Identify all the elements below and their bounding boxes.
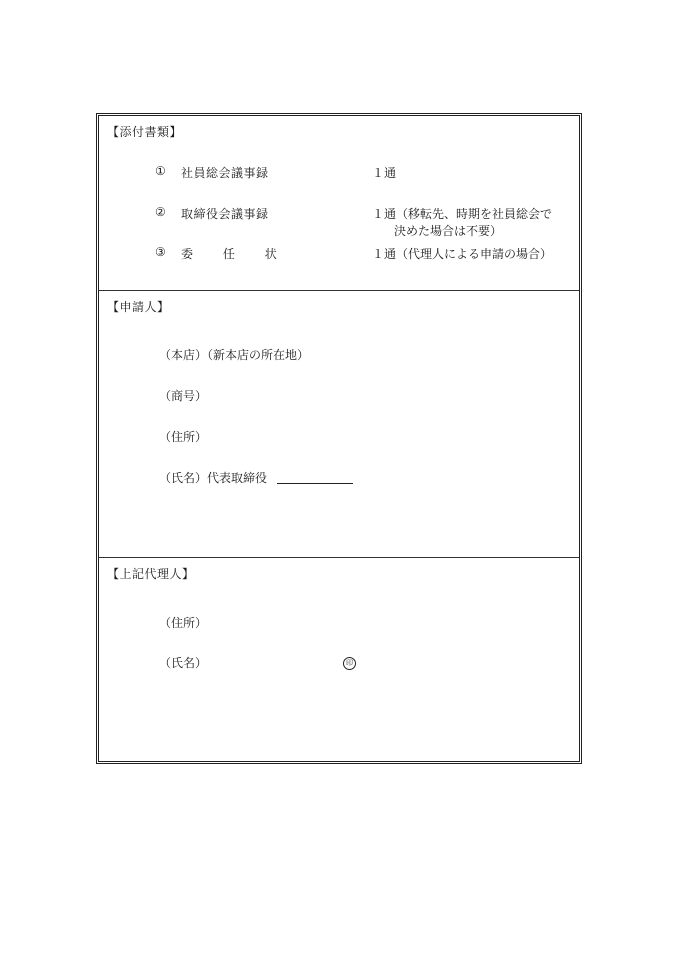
representative-title: 代表取締役 xyxy=(207,471,268,485)
item-note: 決めた場合は不要） xyxy=(394,224,503,238)
item-name-char: 委 xyxy=(181,247,194,261)
item-quantity: １通 xyxy=(372,166,397,180)
item-name: 社員総会議事録 xyxy=(181,166,269,180)
attachments-heading: 【添付書類】 xyxy=(107,125,183,139)
address-label: （住所） xyxy=(159,430,208,444)
seal-mark xyxy=(343,654,356,670)
head-office-label: （本店） xyxy=(159,348,208,362)
agent-name-label: （氏名） xyxy=(159,656,208,670)
item-number: ③ xyxy=(155,245,166,259)
form-frame xyxy=(96,113,582,764)
head-office-row xyxy=(159,346,309,363)
seal-icon: 印 xyxy=(343,657,356,670)
item-name-char: 状 xyxy=(264,247,277,261)
name-label: （氏名） xyxy=(159,471,208,485)
item-number: ① xyxy=(155,164,166,178)
item-quantity: １通（移転先、時期を社員総会で xyxy=(372,207,553,221)
item-name-spaced xyxy=(181,245,277,262)
item-name: 取締役会議事録 xyxy=(181,207,269,221)
agent-section xyxy=(99,558,579,761)
attachments-section xyxy=(99,116,579,291)
agent-address-label: （住所） xyxy=(159,616,208,630)
applicant-heading: 【申請人】 xyxy=(107,300,170,314)
item-name-char: 任 xyxy=(222,247,235,261)
name-row xyxy=(159,469,353,486)
item-quantity: １通（代理人による申請の場合） xyxy=(372,247,553,261)
trade-name-label: （商号） xyxy=(159,389,208,403)
applicant-section xyxy=(99,291,579,558)
signature-line xyxy=(277,471,353,484)
head-office-value: （新本店の所在地） xyxy=(207,348,310,362)
item-number: ② xyxy=(155,205,166,219)
agent-heading: 【上記代理人】 xyxy=(107,567,195,581)
